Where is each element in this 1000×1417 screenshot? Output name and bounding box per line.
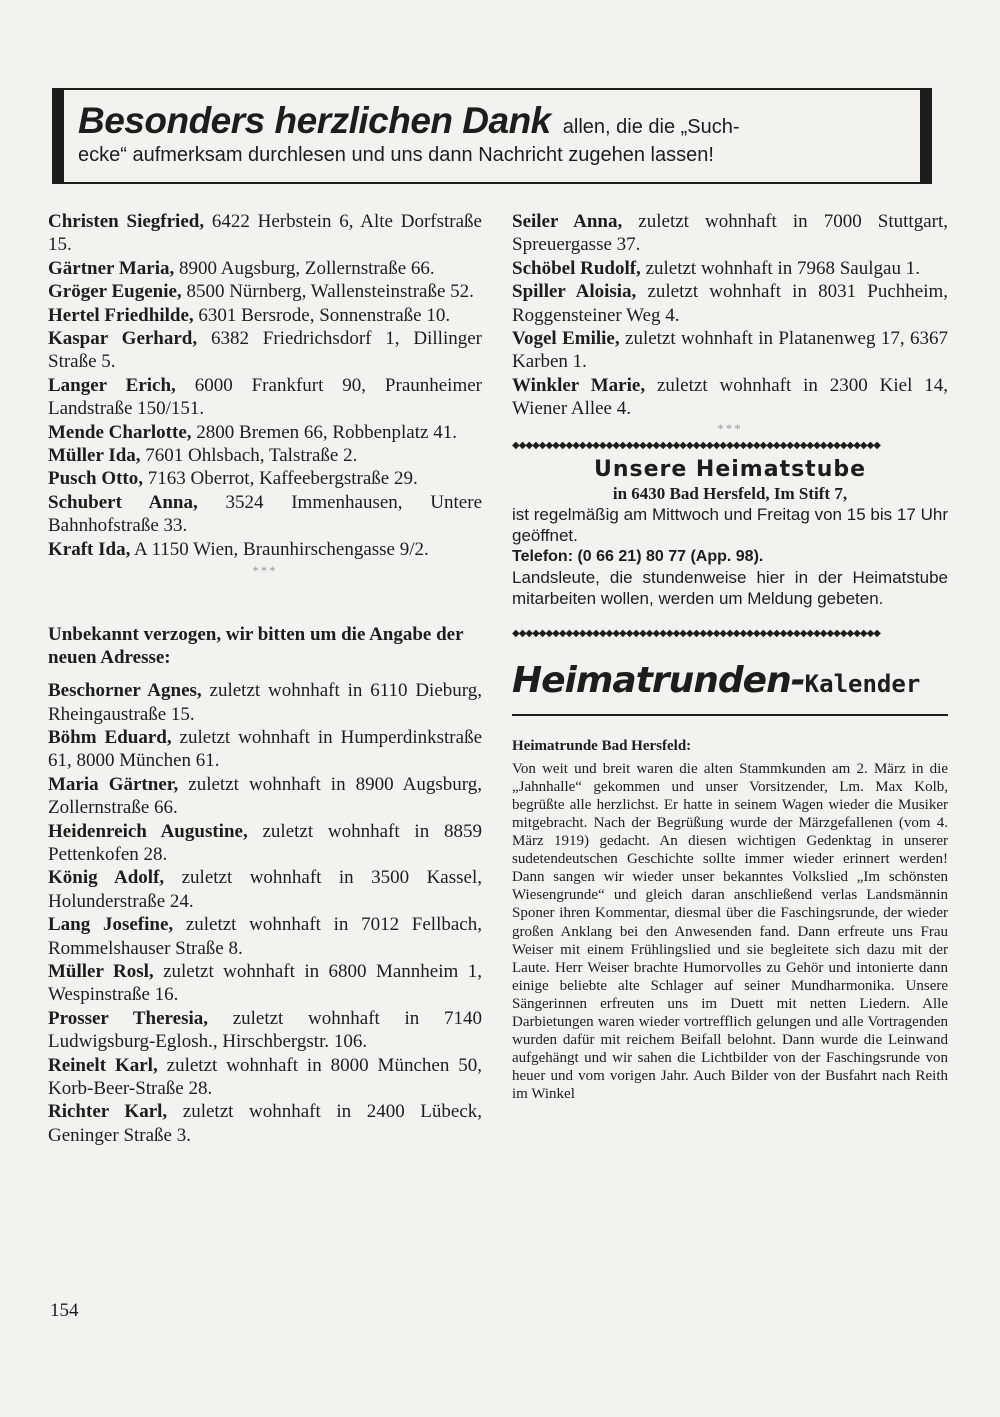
heimatstube-title: Unsere Heimatstube: [593, 456, 867, 482]
entry-name: Langer Erich,: [48, 374, 176, 396]
entry-name: Böhm Eduard,: [48, 726, 172, 748]
kalender-title-part-b: Kalender: [804, 669, 921, 698]
entry-name: Pusch Otto,: [48, 468, 143, 490]
thanks-banner: [52, 88, 932, 184]
address-entry: [512, 210, 948, 257]
entry-address: zuletzt wohnhaft in 2400 Lübeck, Geninger Straße 3.: [48, 1101, 483, 1146]
address-entry: [48, 1054, 482, 1101]
address-entry: [48, 726, 482, 773]
address-entry: [48, 960, 482, 1007]
entry-name: Gröger Eugenie,: [48, 281, 182, 303]
entry-name: Schöbel Rudolf,: [512, 257, 641, 279]
entry-name: König Adolf,: [48, 867, 165, 889]
entry-name: Schubert Anna,: [48, 491, 198, 513]
address-entry: [48, 820, 482, 867]
banner-title: Besonders herzlichen Dank: [78, 100, 551, 141]
entry-address: zuletzt wohnhaft in 8859 Pettenkofen 28.: [48, 820, 482, 865]
address-entry: [48, 679, 482, 726]
address-entry: [512, 374, 948, 421]
kalender-subheading: Heimatrunde Bad Hersfeld:: [512, 737, 692, 754]
entry-address: 7163 Oberrot, Kaffeebergstraße 29.: [143, 468, 418, 490]
entry-address: 6382 Friedrichsdorf 1, Dillinger Straße 5.: [48, 328, 482, 373]
address-entry: [48, 467, 482, 490]
address-entry: [512, 257, 948, 280]
heimatstube-address: in 6430 Bad Hersfeld, Im Stift 7,: [612, 483, 848, 503]
address-entry: [48, 304, 482, 327]
entry-name: Maria Gärtner,: [48, 773, 179, 795]
entry-address: zuletzt wohnhaft in 2300 Kiel 14, Wiener Allee 4.: [512, 374, 949, 420]
entry-address: 6422 Herbstein 6, Alte Dorfstraße 15.: [48, 211, 482, 256]
banner-line-2: ecke“ aufmerksam durchlesen und uns dann Nachricht zugehen lassen!: [78, 144, 714, 166]
entry-address: zuletzt wohnhaft in 6110 Dieburg, Rheingaustraße 15.: [48, 680, 483, 725]
address-entry: [48, 1100, 482, 1147]
entry-address: zuletzt wohnhaft in 8000 München 50, Korb-Beer-Straße 28.: [48, 1054, 483, 1099]
address-entry: [48, 327, 482, 374]
entry-address: 7601 Ohlsbach, Talstraße 2.: [140, 445, 358, 467]
diamond-divider: ◆◆◆◆◆◆◆◆◆◆◆◆◆◆◆◆◆◆◆◆◆◆◆◆◆◆◆◆◆◆◆◆◆◆◆◆◆◆◆◆◆◆◆◆◆◆◆◆◆◆◆◆◆◆◆: [512, 439, 880, 451]
entry-name: Richter Karl,: [48, 1101, 168, 1123]
entry-address: zuletzt wohnhaft in Humperdinkstraße 61, 8000 München 61.: [48, 726, 482, 772]
separator-stars: ***: [252, 563, 278, 579]
entry-name: Seiler Anna,: [512, 211, 623, 232]
entry-address: zuletzt wohnhaft in 7000 Stuttgart, Spreuergasse 37.: [512, 211, 948, 256]
unknown-heading: Unbekannt verzogen, wir bitten um die Angabe der neuen Adresse:: [48, 624, 464, 669]
address-entry: [48, 866, 482, 913]
entry-address: zuletzt wohnhaft in 6800 Mannheim 1, Wespinstraße 16.: [48, 960, 482, 1006]
entry-address: 2800 Bremen 66, Robbenplatz 41.: [191, 421, 457, 443]
kalender-body: Von weit und breit waren die alten Stammkunden am 2. März in die „Jahnhalle“ gekommen und unser Vorsitzender, Lm. Max Kolb, begrüßte alle herzlichst. Er hatte in seinem Wagen wieder die Musiker mitgebracht. Nach der Begrüßung wurde der Märzgefallenen (vom 4. März 1919) gedacht. An diesen wichtigen Gedenktag in unserer sudetendeutschen Geschichte sollte immer wieder erinnert werden! Dann sangen wir wieder unser bekanntes Volkslied „Im schönsten Wiesengrunde“ und gleich daran anschließend verlas Landsmännin Sponer ihren Kommentar, diesmal über die Faschingsrunde, der wieder großen Anklang bei den Anwesenden fand. Dann erfreute uns Frau Weiser mit einem Frühlingslied und sie begleitete sich dazu mit der Laute. Herr Weiser brachte Humorvolles zu Gehör und intonierte dann einige beliebte alte Schlager auf seiner Mundharmonika. Unsere Sängerinnen erfreuten uns im Duett mit netten Liedern. Alle Darbietungen waren wieder vortrefflich gelungen und alle Vortragenden wurden dafür mit reichem Beifall belohnt. Dann wurde die Leinwand aufgehängt und wir sahen die Lichtbilder von der Faschingsrunde von heuer und vom vorigen Jahr. Auch Bilder von der Busfahrt nach Reith im Winkel: [512, 760, 948, 1103]
address-entry: [48, 374, 482, 421]
page-number: 154: [50, 1300, 79, 1321]
entry-address: zuletzt wohnhaft in 8900 Augsburg, Zollernstraße 66.: [48, 773, 483, 819]
banner-line-1: [78, 100, 906, 142]
entry-address: zuletzt wohnhaft in 3500 Kassel, Holunderstraße 24.: [48, 867, 482, 912]
address-entry: [512, 327, 948, 374]
entry-name: Lang Josefine,: [48, 914, 174, 936]
address-entry: [48, 421, 482, 444]
address-list: [48, 210, 482, 561]
entry-address: zuletzt wohnhaft in 7140 Ludwigsburg-Eglosh., Hirschbergstr. 106.: [48, 1007, 482, 1053]
entry-name: Spiller Aloisia,: [512, 281, 637, 303]
banner-line1-rest: allen, die die „Such-: [562, 116, 740, 138]
entry-name: Beschorner Agnes,: [48, 680, 202, 702]
entry-name: Christen Siegfried,: [48, 211, 205, 232]
entry-address: zuletzt wohnhaft in 8031 Puchheim, Roggensteiner Weg 4.: [512, 281, 948, 326]
address-list-continued: [512, 210, 948, 421]
entry-address: zuletzt wohnhaft in 7012 Fellbach, Rommelshauser Straße 8.: [48, 914, 482, 959]
entry-name: Gärtner Maria,: [48, 257, 175, 279]
heimatstube-appeal: Landsleute, die stundenweise hier in der Heimatstube mitarbeiten wollen, werden um Meldung gebeten.: [512, 567, 948, 608]
diamond-divider-2: ◆◆◆◆◆◆◆◆◆◆◆◆◆◆◆◆◆◆◆◆◆◆◆◆◆◆◆◆◆◆◆◆◆◆◆◆◆◆◆◆◆◆◆◆◆◆◆◆◆◆◆◆◆◆◆: [512, 627, 880, 639]
address-entry: [48, 280, 482, 303]
unknown-address-list: [48, 679, 482, 1147]
entry-address: 3524 Immenhausen, Untere Bahnhofstraße 33.: [48, 491, 483, 537]
address-entry: [48, 538, 482, 561]
entry-address: A 1150 Wien, Braunhirschengasse 9/2.: [130, 538, 429, 560]
entry-address: 6301 Bersrode, Sonnenstraße 10.: [193, 304, 451, 326]
entry-name: Kraft Ida,: [48, 538, 131, 560]
separator-stars-right: ***: [717, 420, 743, 436]
entry-address: zuletzt wohnhaft in Platanenweg 17, 6367 Karben 1.: [512, 328, 948, 373]
address-entry: [48, 257, 482, 280]
address-entry: [48, 773, 482, 820]
entry-address: 6000 Frankfurt 90, Praunheimer Landstraße 150/151.: [48, 374, 483, 420]
entry-name: Mende Charlotte,: [48, 421, 192, 443]
left-column: [48, 210, 482, 1147]
address-entry: [48, 210, 482, 257]
kalender-title-part-a: Heimatrunden-: [512, 659, 805, 701]
heimatstube-phone: Telefon: (0 66 21) 80 77 (App. 98).: [512, 547, 764, 565]
entry-name: Vogel Emilie,: [512, 328, 620, 350]
right-column: [512, 210, 948, 1103]
entry-address: 8500 Nürnberg, Wallensteinstraße 52.: [181, 281, 474, 303]
entry-name: Hertel Friedhilde,: [48, 304, 194, 326]
address-entry: [48, 913, 482, 960]
address-entry: [48, 491, 482, 538]
entry-address: zuletzt wohnhaft in 7968 Saulgau 1.: [640, 257, 920, 279]
entry-name: Heidenreich Augustine,: [48, 820, 248, 842]
address-entry: [512, 280, 948, 327]
heimatstube-hours: ist regelmäßig am Mittwoch und Freitag von 15 bis 17 Uhr geöffnet.: [512, 504, 948, 545]
entry-name: Winkler Marie,: [512, 374, 646, 396]
entry-name: Reinelt Karl,: [48, 1054, 158, 1076]
entry-name: Kaspar Gerhard,: [48, 328, 198, 350]
entry-address: 8900 Augsburg, Zollernstraße 66.: [174, 257, 435, 279]
entry-name: Müller Rosl,: [48, 960, 154, 982]
entry-name: Prosser Theresia,: [48, 1007, 208, 1029]
kalender-rule: [512, 714, 948, 716]
address-entry: [48, 1007, 482, 1054]
address-entry: [48, 444, 482, 467]
kalender-title: [512, 659, 948, 710]
entry-name: Müller Ida,: [48, 445, 141, 467]
